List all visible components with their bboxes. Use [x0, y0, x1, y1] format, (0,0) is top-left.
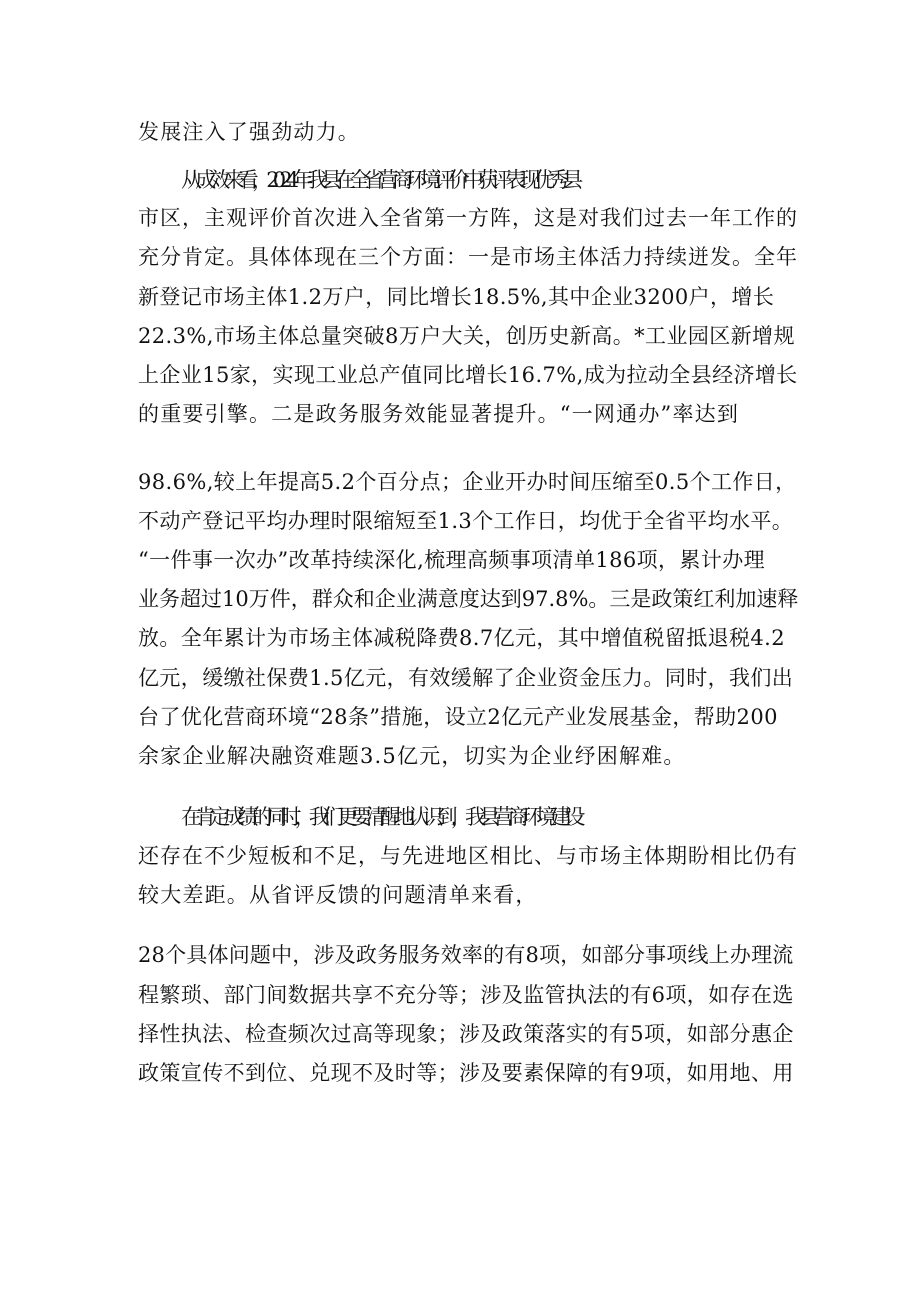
text-line: 放。全年累计为市场主体减税降费8.7亿元，其中增值税留抵退税4.2	[138, 626, 785, 650]
text-line: 发展注入了强劲动力。	[138, 120, 360, 144]
text-line: 较大差距。从省评反馈的问题清单来看，	[138, 883, 538, 907]
text-line: 业务超过10万件，群众和企业满意度达到97.8%。三是政策红利加速释	[138, 587, 799, 611]
text-line: 还存在不少短板和不足，与先进地区相比、与市场主体期盼相比仍有	[138, 844, 798, 868]
text-line: 新登记市场主体1.2万户，同比增长18.5%,其中企业3200户，增长	[138, 285, 775, 309]
text-line: 亿元，缓缴社保费1.5亿元，有效缓解了企业资金压力。同时，我们出	[138, 666, 794, 690]
text-line: “一件事一次办”改革持续深化,梳理高频事项清单186项，累计办理	[138, 548, 766, 572]
text-line: 在肯定成绩的同时，我们更要清醒地认识到，我县营商环境建设	[181, 805, 579, 829]
text-line: 充分肯定。具体体现在三个方面：一是市场主体活力持续迸发。全年	[138, 245, 798, 269]
text-line: 28个具体问题中，涉及政务服务效率的有8项，如部分事项线上办理流	[138, 943, 794, 967]
text-line: 不动产登记平均办理时限缩短至1.3个工作日，均优于全省平均水平。	[138, 509, 794, 533]
text-line: 程繁琐、部门间数据共享不充分等；涉及监管执法的有6项，如存在选	[138, 983, 794, 1007]
text-line: 政策宣传不到位、兑现不及时等；涉及要素保障的有9项，如用地、用	[138, 1061, 794, 1085]
text-line: 上企业15家，实现工业总产值同比增长16.7%,成为拉动全县经济增长	[138, 363, 798, 387]
text-line: 98.6%,较上年提高5.2个百分点；企业开办时间压缩至0.5个工作日，	[138, 470, 797, 494]
text-line: 台了优化营商环境“28条”措施，设立2亿元产业发展基金，帮助200	[138, 705, 778, 729]
text-line: 从成效来看，2024年我县在全省营商环境评价中获评表现优秀县	[181, 168, 577, 192]
text-line: 的重要引擎。二是政务服务效能显著提升。“一网通办”率达到	[138, 402, 740, 426]
text-line: 余家企业解决融资难题3.5亿元，切实为企业纾困解难。	[138, 744, 686, 768]
text-line: 市区，主观评价首次进入全省第一方阵，这是对我们过去一年工作的	[138, 206, 798, 230]
text-line: 22.3%,市场主体总量突破8万户大关，创历史新高。*工业园区新增规	[138, 324, 795, 348]
text-line: 择性执法、检查频次过高等现象；涉及政策落实的有5项，如部分惠企	[138, 1022, 794, 1046]
